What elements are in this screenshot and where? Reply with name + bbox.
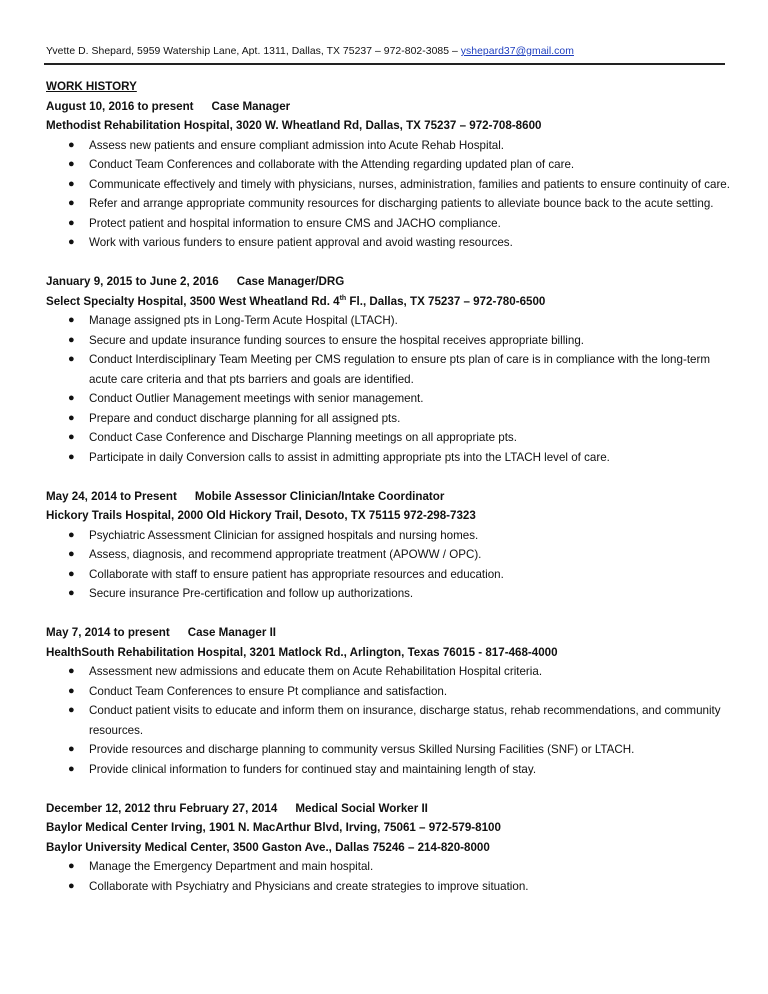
list-item: ● Provide clinical information to funders for continued stay and maintaining length of stay. <box>46 760 736 780</box>
employer-line: Baylor University Medical Center, 3500 Gaston Ave., Dallas 75246 – 214-820-8000 <box>46 840 490 854</box>
job-entry-select-specialty <box>46 272 736 467</box>
job-heading <box>46 799 736 819</box>
list-item: ● Conduct Case Conference and Discharge Planning meetings on all appropriate pts. <box>46 428 736 448</box>
list-item: ● Secure insurance Pre-certification and follow up authorizations. <box>46 584 736 604</box>
list-item: ● Provide resources and discharge planning to community versus Skilled Nursing Facilities (SNF) or LTACH. <box>46 740 736 760</box>
duties-list <box>46 526 736 604</box>
bullet-icon: ● <box>68 450 75 463</box>
employer-line: Methodist Rehabilitation Hospital, 3020 W. Wheatland Rd, Dallas, TX 75237 – 972-708-8600 <box>46 119 542 132</box>
bullet-icon: ● <box>68 197 75 209</box>
job-entry-hickory-trails <box>46 487 736 604</box>
job-dates: December 12, 2012 thru February 27, 2014 <box>46 801 278 815</box>
bullet-icon: ● <box>68 333 75 346</box>
list-item: ● Protect patient and hospital information to ensure CMS and JACHO compliance. <box>46 214 736 234</box>
contact-info: Yvette D. Shepard, 5959 Watership Lane, Apt. 1311, Dallas, TX 75237 – 972-802-3085 – <box>46 46 461 57</box>
duties-list <box>46 662 736 779</box>
employer-line: Select Specialty Hospital, 3500 West Wheatland Rd. 4th Fl., Dallas, TX 75237 – 972-780-6500 <box>46 294 546 308</box>
bullet-icon: ● <box>68 216 75 229</box>
bullet-icon: ● <box>68 411 75 424</box>
list-item: ● Assessment new admissions and educate them on Acute Rehabilitation Hospital criteria. <box>46 662 736 682</box>
list-item: ● Assess new patients and ensure compliant admission into Acute Rehab Hospital. <box>46 136 736 156</box>
bullet-icon: ● <box>68 684 75 697</box>
bullet-icon: ● <box>68 548 75 560</box>
duties-list <box>46 136 736 253</box>
bullet-icon: ● <box>68 177 75 190</box>
list-item: ● Conduct patient visits to educate and inform them on insurance, discharge status, rehab recommendations, and community resources. <box>46 701 736 740</box>
bullet-icon: ● <box>68 879 75 892</box>
bullet-icon: ● <box>68 392 75 404</box>
section-title: WORK HISTORY <box>46 80 137 93</box>
list-item: ● Collaborate with Psychiatry and Physicians and create strategies to improve situation. <box>46 877 736 897</box>
job-heading <box>46 97 736 117</box>
bullet-icon: ● <box>68 743 75 755</box>
bullet-icon: ● <box>68 314 75 326</box>
job-title: Mobile Assessor Clinician/Intake Coordinator <box>194 489 445 503</box>
job-dates: May 24, 2014 to Present <box>46 489 177 503</box>
job-title: Medical Social Worker II <box>295 801 428 815</box>
list-item: ● Assess, diagnosis, and recommend appropriate treatment (APOWW / OPC). <box>46 545 736 565</box>
job-dates: August 10, 2016 to present <box>46 99 194 113</box>
job-heading <box>46 487 736 507</box>
duties-list <box>46 857 736 896</box>
list-item: ● Prepare and conduct discharge planning for all assigned pts. <box>46 409 736 429</box>
bullet-icon: ● <box>68 860 75 872</box>
bullet-icon: ● <box>68 528 75 541</box>
bullet-icon: ● <box>68 587 75 599</box>
work-history-section <box>46 77 736 896</box>
list-item: ● Manage the Emergency Department and main hospital. <box>46 857 736 877</box>
job-entry-healthsouth <box>46 623 736 779</box>
job-title: Case Manager <box>211 99 291 113</box>
job-heading <box>46 272 736 292</box>
employer-line: Baylor Medical Center Irving, 1901 N. MacArthur Blvd, Irving, 75061 – 972-579-8100 <box>46 821 501 834</box>
list-item: ● Work with various funders to ensure patient approval and avoid wasting resources. <box>46 233 736 253</box>
list-item: ● Conduct Interdisciplinary Team Meeting per CMS regulation to ensure pts plan of care is in compliance with the long-term acute care criteria and that pts barriers and goals are identified. <box>46 350 736 389</box>
header-divider <box>44 63 725 65</box>
bullet-icon: ● <box>68 138 75 151</box>
bullet-icon: ● <box>68 158 75 170</box>
job-entry-methodist <box>46 97 736 253</box>
email-link[interactable]: yshepard37@gmail.com <box>460 46 574 57</box>
bullet-icon: ● <box>68 567 75 580</box>
bullet-icon: ● <box>68 762 75 775</box>
bullet-icon: ● <box>68 236 75 248</box>
job-entry-baylor <box>46 799 736 897</box>
job-title: Case Manager II <box>187 626 277 639</box>
list-item: ● Refer and arrange appropriate community resources for discharging patients to alleviate bounce back to the acute setting. <box>46 194 736 214</box>
bullet-icon: ● <box>68 431 75 443</box>
list-item: ● Participate in daily Conversion calls to assist in admitting appropriate pts into the LTACH level of care. <box>46 448 736 468</box>
bullet-icon: ● <box>68 665 75 677</box>
bullet-icon: ● <box>68 704 75 716</box>
employer-line: Hickory Trails Hospital, 2000 Old Hickory Trail, Desoto, TX 75115 972-298-7323 <box>46 509 476 522</box>
list-item: ● Collaborate with staff to ensure patient has appropriate resources and education. <box>46 565 736 585</box>
job-dates: January 9, 2015 to June 2, 2016 <box>46 275 219 288</box>
job-title: Case Manager/DRG <box>236 275 345 288</box>
list-item: ● Manage assigned pts in Long-Term Acute Hospital (LTACH). <box>46 311 736 331</box>
list-item: ● Conduct Team Conferences and collaborate with the Attending regarding updated plan of care. <box>46 155 736 175</box>
job-dates: May 7, 2014 to present <box>46 626 170 639</box>
employer-line: HealthSouth Rehabilitation Hospital, 3201 Matlock Rd., Arlington, Texas 76015 - 817-468-4000 <box>46 645 558 659</box>
list-item: ● Secure and update insurance funding sources to ensure the hospital receives appropriate billing. <box>46 331 736 351</box>
list-item: ● Conduct Team Conferences to ensure Pt compliance and satisfaction. <box>46 682 736 702</box>
contact-header <box>46 46 574 57</box>
list-item: ● Communicate effectively and timely with physicians, nurses, administration, families and patients to ensure continuity of care. <box>46 175 736 195</box>
duties-list <box>46 311 736 467</box>
list-item: ● Conduct Outlier Management meetings with senior management. <box>46 389 736 409</box>
list-item: ● Psychiatric Assessment Clinician for assigned hospitals and nursing homes. <box>46 526 736 546</box>
bullet-icon: ● <box>68 353 75 365</box>
job-heading <box>46 623 736 643</box>
